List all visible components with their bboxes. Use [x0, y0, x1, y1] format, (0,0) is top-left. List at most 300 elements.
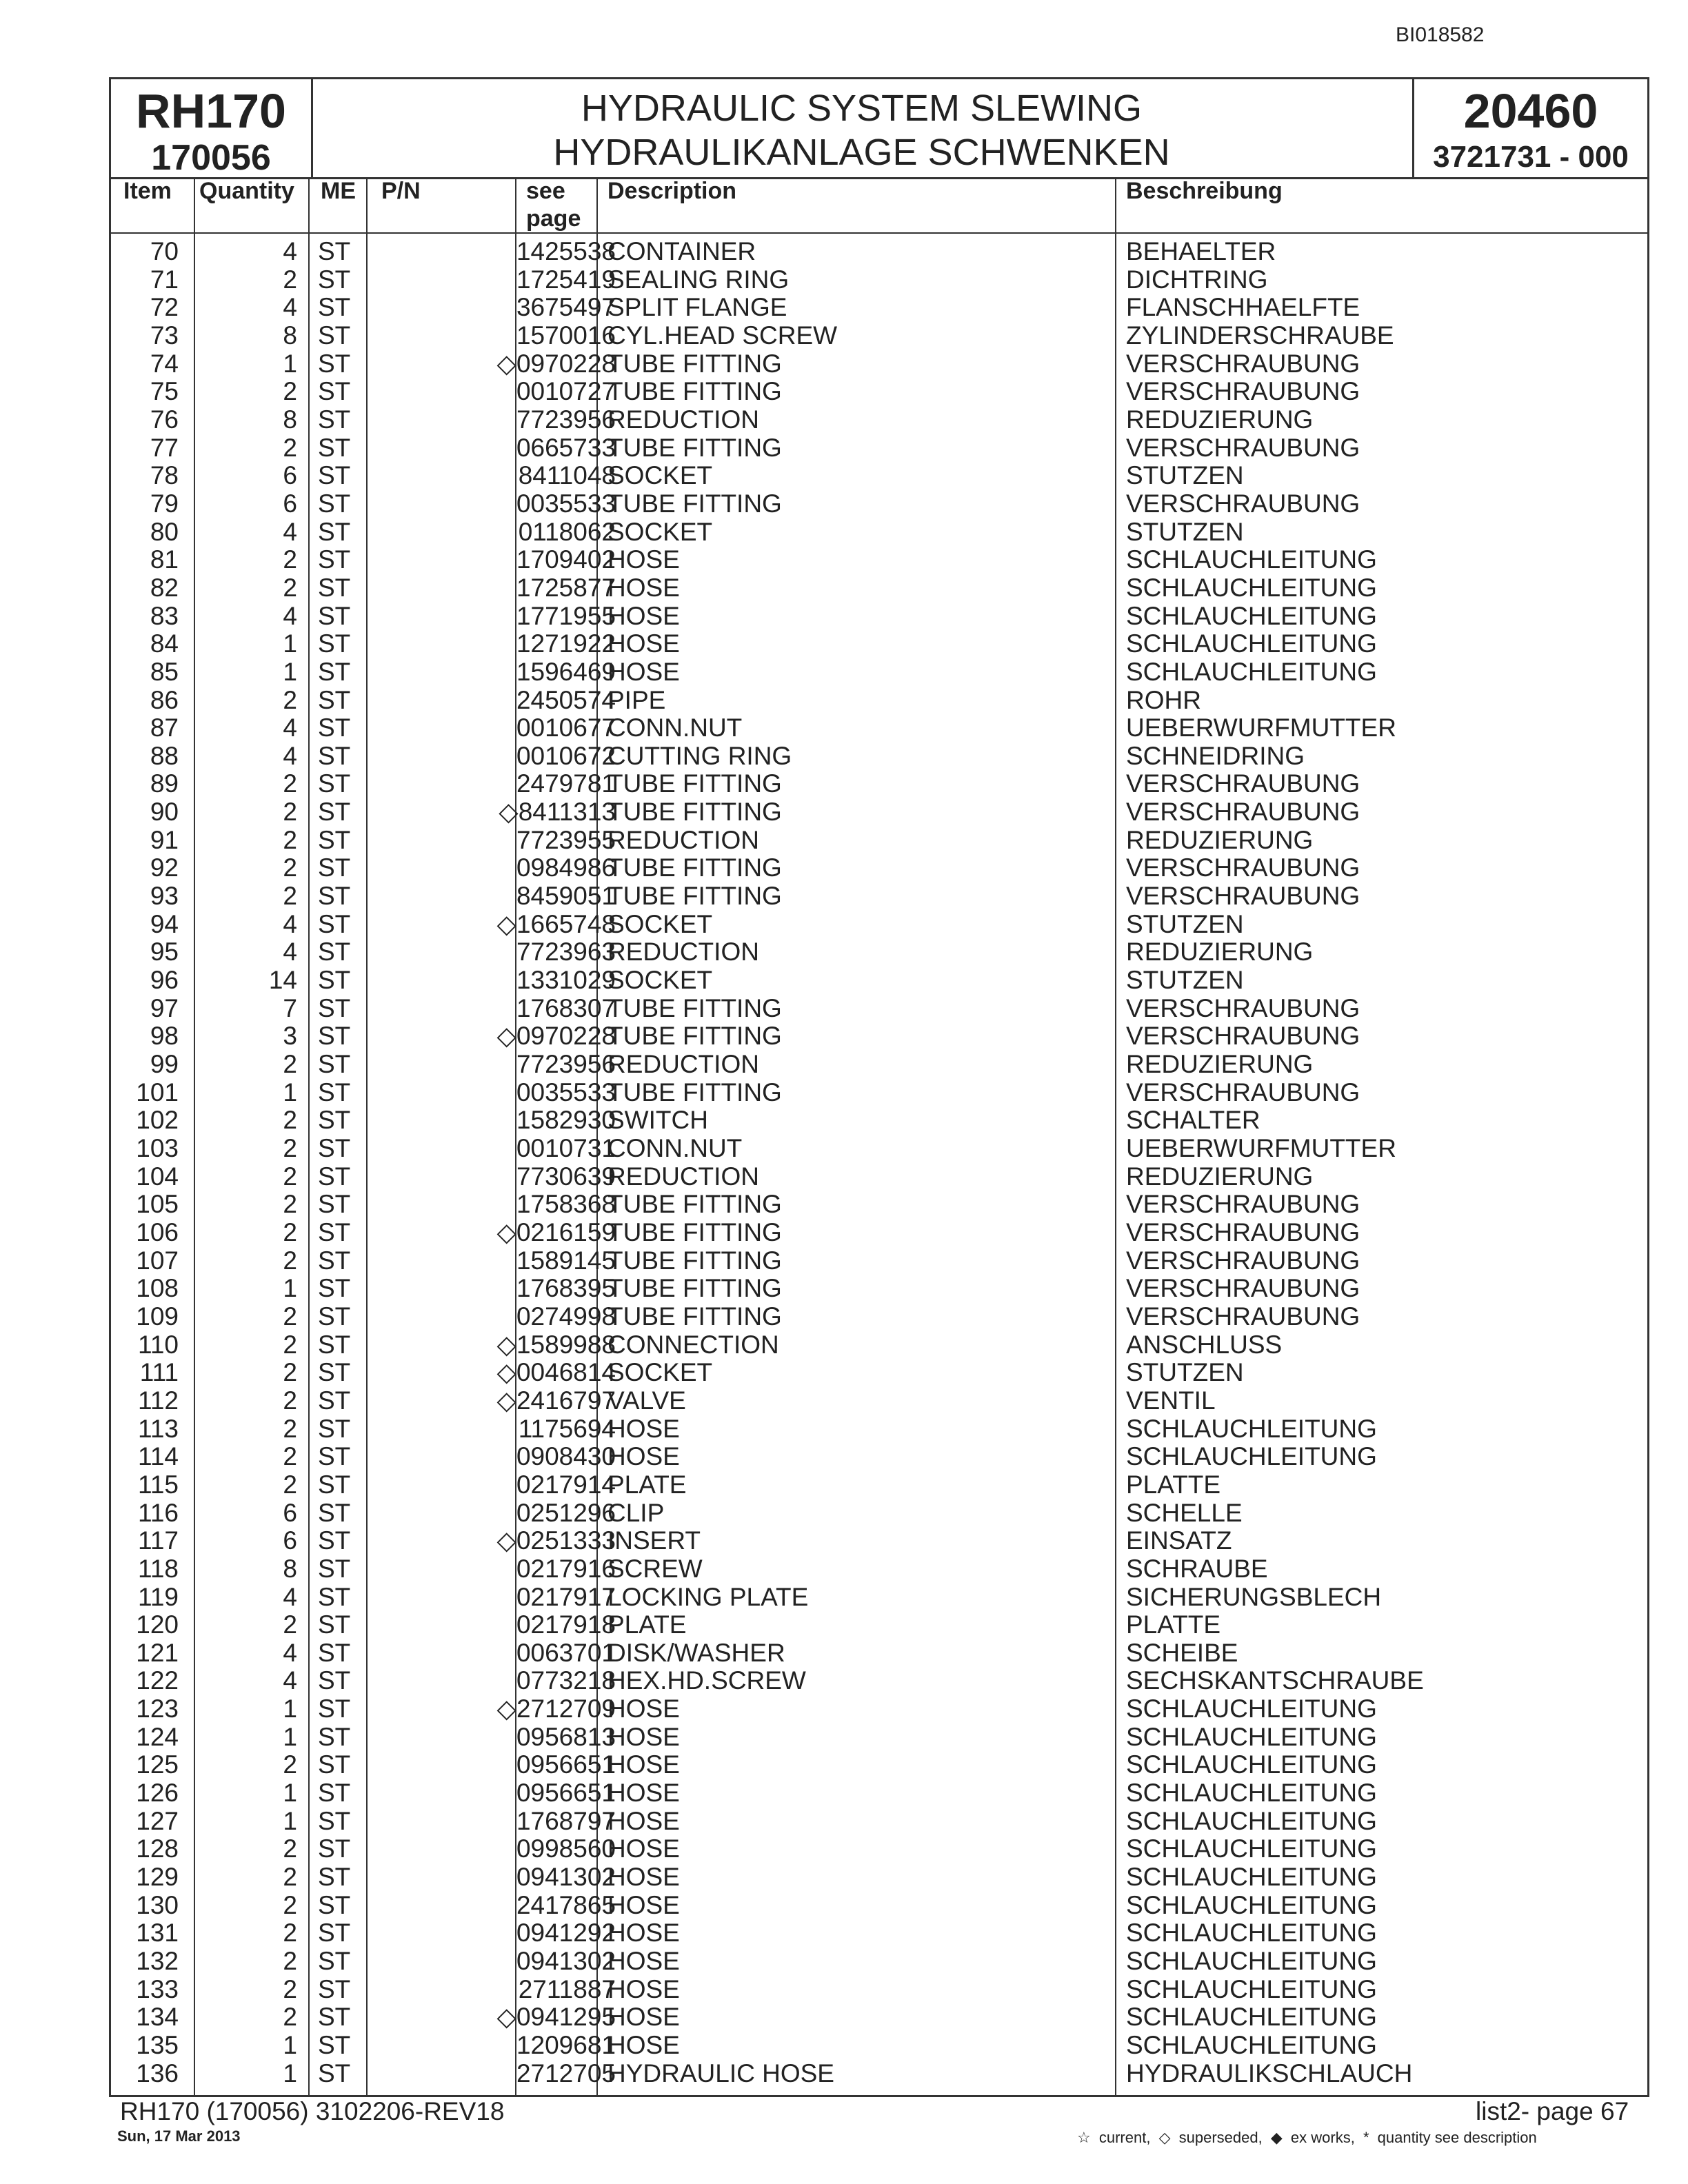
description-cell: CYL.HEAD SCREW — [607, 321, 838, 350]
part-number-cell: 0063701 — [516, 1638, 616, 1667]
description-cell: HYDRAULIC HOSE — [607, 2059, 834, 2087]
beschreibung-cell: VERSCHRAUBUNG — [1126, 993, 1360, 1022]
unit-cell: ST — [318, 1890, 351, 1919]
description-cell: PIPE — [607, 685, 666, 714]
description-cell: HOSE — [607, 1890, 680, 1919]
part-number-cell: 0998560 — [516, 1834, 616, 1863]
part-number-cell: 1425538 — [516, 237, 616, 265]
unit-cell: ST — [318, 1863, 351, 1892]
item-cell: 90 — [150, 798, 179, 827]
description-cell: SOCKET — [607, 1358, 713, 1387]
quantity-cell: 4 — [283, 601, 297, 630]
quantity-cell: 1 — [283, 2031, 297, 2059]
quantity-cell: 4 — [283, 237, 297, 265]
beschreibung-cell: FLANSCHHAELFTE — [1126, 293, 1360, 322]
beschreibung-cell: STUTZEN — [1126, 966, 1244, 995]
item-cell: 131 — [136, 1919, 179, 1948]
part-number-cell: 0908430 — [516, 1442, 616, 1471]
quantity-cell: 4 — [283, 1582, 297, 1611]
quantity-cell: 8 — [283, 405, 297, 434]
unit-cell: ST — [318, 1806, 351, 1835]
part-number-cell: 1582930 — [516, 1106, 616, 1135]
item-cell: 121 — [136, 1638, 179, 1667]
quantity-cell: 2 — [283, 1246, 297, 1275]
description-cell: SWITCH — [607, 1106, 708, 1135]
quantity-cell: 2 — [283, 1442, 297, 1471]
description-cell: HEX.HD.SCREW — [607, 1666, 806, 1695]
part-number-cell: 0010672 — [516, 741, 616, 770]
print-date: Sun, 17 Mar 2013 — [117, 2127, 241, 2145]
item-cell: 73 — [150, 321, 179, 350]
quantity-cell: 3 — [283, 1022, 297, 1051]
serial-number: 170056 — [151, 138, 271, 178]
part-number-cell: 0010731 — [516, 1134, 616, 1162]
item-cell: 124 — [136, 1722, 179, 1751]
table-row — [111, 1723, 1647, 1752]
description-cell: SOCKET — [607, 461, 713, 490]
quantity-cell: 1 — [283, 1806, 297, 1835]
table-row — [111, 687, 1647, 715]
beschreibung-cell: ANSCHLUSS — [1126, 1330, 1283, 1359]
part-number-cell: 0274998 — [516, 1302, 616, 1331]
quantity-cell: 2 — [283, 1330, 297, 1359]
column-header-description: Description — [607, 178, 737, 204]
table-row — [111, 238, 1647, 266]
beschreibung-cell: VERSCHRAUBUNG — [1126, 1217, 1360, 1246]
beschreibung-cell: VERSCHRAUBUNG — [1126, 1022, 1360, 1051]
unit-cell: ST — [318, 321, 351, 350]
part-number-cell: ◇2416797 — [496, 1386, 616, 1415]
part-number-cell: 1589145 — [516, 1246, 616, 1275]
beschreibung-cell: SCHRAUBE — [1126, 1554, 1268, 1583]
description-cell: REDUCTION — [607, 1050, 759, 1079]
beschreibung-cell: BEHAELTER — [1126, 237, 1276, 265]
table-row — [111, 1219, 1647, 1247]
table-row — [111, 1135, 1647, 1163]
header-separator — [111, 232, 1647, 234]
table-row — [111, 658, 1647, 687]
item-cell: 78 — [150, 461, 179, 490]
unit-cell: ST — [318, 1498, 351, 1527]
part-number-cell: ◇0970228 — [496, 349, 616, 378]
item-cell: 88 — [150, 741, 179, 770]
item-cell: 111 — [139, 1358, 179, 1387]
beschreibung-cell: SCHELLE — [1126, 1498, 1243, 1527]
part-number-cell: ◇2712709 — [496, 1695, 616, 1723]
description-cell: TUBE FITTING — [607, 489, 782, 518]
quantity-cell: 2 — [283, 1863, 297, 1892]
beschreibung-cell: VERSCHRAUBUNG — [1126, 798, 1360, 827]
item-cell: 113 — [138, 1414, 179, 1443]
unit-cell: ST — [318, 265, 351, 294]
unit-cell: ST — [318, 1078, 351, 1106]
quantity-cell: 6 — [283, 1498, 297, 1527]
description-cell: SOCKET — [607, 909, 713, 938]
part-number-cell: 0010727 — [516, 377, 616, 406]
unit-cell: ST — [318, 349, 351, 378]
table-row — [111, 1779, 1647, 1808]
description-cell: SPLIT FLANGE — [607, 293, 787, 322]
part-number-cell: 1771955 — [516, 601, 616, 630]
quantity-cell: 2 — [283, 1050, 297, 1079]
legend-ex-works: ex works, — [1290, 2129, 1355, 2146]
unit-cell: ST — [318, 1974, 351, 2003]
unit-cell: ST — [318, 1610, 351, 1639]
part-number-cell: 0251296 — [516, 1498, 616, 1527]
unit-cell: ST — [318, 1834, 351, 1863]
item-cell: 94 — [150, 909, 179, 938]
beschreibung-cell: STUTZEN — [1126, 909, 1244, 938]
description-cell: CONN.NUT — [607, 1134, 743, 1162]
item-cell: 119 — [138, 1582, 179, 1611]
quantity-cell: 4 — [283, 1638, 297, 1667]
unit-cell: ST — [318, 1022, 351, 1051]
beschreibung-cell: SCHLAUCHLEITUNG — [1126, 1947, 1377, 1976]
unit-cell: ST — [318, 1302, 351, 1331]
beschreibung-cell: SECHSKANTSCHRAUBE — [1126, 1666, 1424, 1695]
table-row — [111, 1387, 1647, 1415]
item-cell: 85 — [150, 657, 179, 686]
unit-cell: ST — [318, 909, 351, 938]
item-cell: 134 — [136, 2003, 179, 2032]
part-number-cell: 1768797 — [516, 1806, 616, 1835]
beschreibung-cell: SCHLAUCHLEITUNG — [1126, 2003, 1377, 2032]
description-cell: TUBE FITTING — [607, 377, 782, 406]
quantity-cell: 1 — [283, 349, 297, 378]
item-cell: 71 — [150, 265, 179, 294]
beschreibung-cell: VERSCHRAUBUNG — [1126, 1302, 1360, 1331]
table-row — [111, 911, 1647, 939]
item-cell: 117 — [138, 1526, 179, 1555]
quantity-cell: 2 — [283, 1162, 297, 1191]
part-number-cell: 2711887 — [518, 1974, 616, 2003]
beschreibung-cell: SCHNEIDRING — [1126, 741, 1305, 770]
see-page-line2: page — [526, 205, 581, 232]
description-cell: TUBE FITTING — [607, 1217, 782, 1246]
quantity-cell: 2 — [283, 882, 297, 911]
beschreibung-cell: SCHLAUCHLEITUNG — [1126, 1414, 1377, 1443]
quantity-cell: 4 — [283, 741, 297, 770]
table-row — [111, 378, 1647, 406]
beschreibung-cell: VERSCHRAUBUNG — [1126, 1078, 1360, 1106]
table-row — [111, 1611, 1647, 1639]
quantity-cell: 1 — [283, 2059, 297, 2087]
item-cell: 70 — [150, 237, 179, 265]
table-row — [111, 1415, 1647, 1444]
beschreibung-cell: ROHR — [1126, 685, 1201, 714]
item-cell: 114 — [138, 1442, 179, 1471]
beschreibung-cell: SCHLAUCHLEITUNG — [1126, 1750, 1377, 1779]
beschreibung-cell: SCHLAUCHLEITUNG — [1126, 1442, 1377, 1471]
unit-cell: ST — [318, 461, 351, 490]
quantity-cell: 2 — [283, 1947, 297, 1976]
part-number-cell: 0984986 — [516, 853, 616, 882]
table-row — [111, 1948, 1647, 1976]
unit-cell: ST — [318, 1666, 351, 1695]
document-reference: RH170 (170056) 3102206-REV18 — [120, 2097, 505, 2125]
part-number-cell: ◇8411313 — [499, 798, 616, 827]
item-cell: 102 — [136, 1106, 179, 1135]
item-cell: 127 — [136, 1806, 179, 1835]
table-row — [111, 1499, 1647, 1528]
table-row — [111, 938, 1647, 967]
part-number-cell: 8459051 — [516, 882, 616, 911]
unit-cell: ST — [318, 1386, 351, 1415]
part-number-cell: 0665733 — [516, 433, 616, 462]
item-cell: 97 — [150, 993, 179, 1022]
quantity-cell: 2 — [283, 1414, 297, 1443]
model-block — [111, 79, 313, 177]
beschreibung-cell: VERSCHRAUBUNG — [1126, 1246, 1360, 1275]
table-row — [111, 2003, 1647, 2032]
item-cell: 77 — [150, 433, 179, 462]
beschreibung-cell: STUTZEN — [1126, 461, 1244, 490]
table-row — [111, 1303, 1647, 1331]
table-row — [111, 603, 1647, 631]
item-cell: 99 — [150, 1050, 179, 1079]
beschreibung-cell: UEBERWURFMUTTER — [1126, 714, 1396, 742]
beschreibung-cell: VERSCHRAUBUNG — [1126, 377, 1360, 406]
unit-cell: ST — [318, 2059, 351, 2087]
description-cell: REDUCTION — [607, 825, 759, 854]
quantity-cell: 2 — [283, 1470, 297, 1499]
description-cell: HOSE — [607, 2003, 680, 2032]
unit-cell: ST — [318, 1582, 351, 1611]
description-cell: SCREW — [607, 1554, 703, 1583]
description-cell: CONNECTION — [607, 1330, 779, 1359]
quantity-cell: 2 — [283, 1974, 297, 2003]
description-cell: TUBE FITTING — [607, 1246, 782, 1275]
unit-cell: ST — [318, 714, 351, 742]
description-cell: PLATE — [607, 1610, 687, 1639]
table-row — [111, 1555, 1647, 1584]
description-cell: HOSE — [607, 1779, 680, 1808]
part-number-cell: 1758368 — [516, 1190, 616, 1219]
table-row — [111, 1359, 1647, 1387]
unit-cell: ST — [318, 2003, 351, 2032]
unit-cell: ST — [318, 237, 351, 265]
unit-cell: ST — [318, 573, 351, 602]
quantity-cell: 6 — [283, 1526, 297, 1555]
description-cell: TUBE FITTING — [607, 853, 782, 882]
description-cell: TUBE FITTING — [607, 993, 782, 1022]
item-cell: 136 — [136, 2059, 179, 2087]
beschreibung-cell: PLATTE — [1126, 1610, 1221, 1639]
description-cell: HOSE — [607, 1442, 680, 1471]
unit-cell: ST — [318, 1779, 351, 1808]
table-row — [111, 630, 1647, 658]
part-number-cell: 0217916 — [516, 1554, 616, 1583]
description-cell: TUBE FITTING — [607, 798, 782, 827]
beschreibung-cell: ZYLINDERSCHRAUBE — [1126, 321, 1394, 350]
unit-cell: ST — [318, 1526, 351, 1555]
description-cell: TUBE FITTING — [607, 1302, 782, 1331]
beschreibung-cell: SCHLAUCHLEITUNG — [1126, 545, 1377, 574]
unit-cell: ST — [318, 377, 351, 406]
description-cell: HOSE — [607, 1863, 680, 1892]
quantity-cell: 2 — [283, 685, 297, 714]
table-row — [111, 827, 1647, 855]
unit-cell: ST — [318, 853, 351, 882]
description-cell: TUBE FITTING — [607, 1022, 782, 1051]
quantity-cell: 2 — [283, 1358, 297, 1387]
beschreibung-cell: SCHEIBE — [1126, 1638, 1238, 1667]
beschreibung-cell: SCHLAUCHLEITUNG — [1126, 601, 1377, 630]
beschreibung-cell: VENTIL — [1126, 1386, 1216, 1415]
unit-cell: ST — [318, 1050, 351, 1079]
quantity-cell: 4 — [283, 938, 297, 967]
unit-cell: ST — [318, 293, 351, 322]
unit-cell: ST — [318, 1106, 351, 1135]
beschreibung-cell: DICHTRING — [1126, 265, 1268, 294]
unit-cell: ST — [318, 1470, 351, 1499]
table-row — [111, 434, 1647, 463]
page-number: list2- page 67 — [1476, 2097, 1629, 2125]
table-row — [111, 1808, 1647, 1836]
part-number-cell: 3675497 — [516, 293, 616, 322]
quantity-cell: 2 — [283, 1890, 297, 1919]
unit-cell: ST — [318, 1358, 351, 1387]
unit-cell: ST — [318, 769, 351, 798]
part-number-cell: 0035533 — [516, 489, 616, 518]
parts-table-body — [111, 238, 1647, 2087]
item-cell: 95 — [150, 938, 179, 967]
table-row — [111, 1835, 1647, 1863]
part-number-cell: 2417865 — [516, 1890, 616, 1919]
table-row — [111, 1079, 1647, 1107]
description-cell: HOSE — [607, 1695, 680, 1723]
part-number-cell: 0956651 — [516, 1779, 616, 1808]
item-cell: 72 — [150, 293, 179, 322]
quantity-cell: 6 — [283, 461, 297, 490]
description-cell: CLIP — [607, 1498, 665, 1527]
beschreibung-cell: PLATTE — [1126, 1470, 1221, 1499]
description-cell: HOSE — [607, 629, 680, 658]
quantity-cell: 2 — [283, 825, 297, 854]
quantity-cell: 4 — [283, 1666, 297, 1695]
table-row — [111, 1443, 1647, 1471]
item-cell: 126 — [136, 1779, 179, 1808]
part-number-cell: ◇0251333 — [496, 1526, 616, 1555]
table-row — [111, 1163, 1647, 1191]
description-cell: REDUCTION — [607, 938, 759, 967]
table-row — [111, 2060, 1647, 2088]
legend-current: current, — [1098, 2129, 1151, 2146]
part-number-cell: 1570016 — [516, 321, 616, 350]
part-number-cell: 7723956 — [516, 1050, 616, 1079]
unit-cell: ST — [318, 489, 351, 518]
table-row — [111, 294, 1647, 322]
part-number-cell: 1709402 — [516, 545, 616, 574]
beschreibung-cell: REDUZIERUNG — [1126, 405, 1314, 434]
quantity-cell: 2 — [283, 545, 297, 574]
quantity-cell: 2 — [283, 2003, 297, 2032]
table-row — [111, 882, 1647, 911]
beschreibung-cell: STUTZEN — [1126, 517, 1244, 546]
table-row — [111, 1919, 1647, 1948]
part-number-cell: 0941302 — [516, 1947, 616, 1976]
table-row — [111, 742, 1647, 771]
description-cell: HOSE — [607, 657, 680, 686]
unit-cell: ST — [318, 993, 351, 1022]
column-header-beschreibung: Beschreibung — [1126, 178, 1283, 204]
quantity-cell: 14 — [268, 966, 297, 995]
unit-cell: ST — [318, 1162, 351, 1191]
item-cell: 133 — [136, 1974, 179, 2003]
description-cell: CONN.NUT — [607, 714, 743, 742]
part-number-cell: ◇0046814 — [496, 1358, 616, 1387]
beschreibung-cell: SCHLAUCHLEITUNG — [1126, 1779, 1377, 1808]
beschreibung-cell: SICHERUNGSBLECH — [1126, 1582, 1382, 1611]
beschreibung-cell: VERSCHRAUBUNG — [1126, 489, 1360, 518]
description-cell: SOCKET — [607, 517, 713, 546]
beschreibung-cell: VERSCHRAUBUNG — [1126, 769, 1360, 798]
table-row — [111, 490, 1647, 518]
table-row — [111, 1331, 1647, 1359]
column-header-item: Item — [123, 178, 172, 204]
beschreibung-cell: VERSCHRAUBUNG — [1126, 433, 1360, 462]
part-number-cell: 1596469 — [516, 657, 616, 686]
part-number-cell: 1271922 — [516, 629, 616, 658]
description-cell: CUTTING RING — [607, 741, 792, 770]
part-number-cell: 7730639 — [516, 1162, 616, 1191]
legend — [1077, 2129, 1541, 2147]
unit-cell: ST — [318, 1190, 351, 1219]
unit-cell: ST — [318, 1722, 351, 1751]
item-cell: 112 — [138, 1386, 179, 1415]
legend-quantity-mark: * — [1363, 2129, 1369, 2146]
unit-cell: ST — [318, 1134, 351, 1162]
item-cell: 83 — [150, 601, 179, 630]
unit-cell: ST — [318, 1246, 351, 1275]
description-cell: HOSE — [607, 1947, 680, 1976]
description-cell: HOSE — [607, 1722, 680, 1751]
title-german: HYDRAULIKANLAGE SCHWENKEN — [553, 132, 1170, 173]
table-row — [111, 1892, 1647, 1920]
part-number-cell: 0035533 — [516, 1078, 616, 1106]
part-number-cell: 1331029 — [516, 966, 616, 995]
beschreibung-cell: SCHLAUCHLEITUNG — [1126, 657, 1377, 686]
quantity-cell: 2 — [283, 1610, 297, 1639]
diamond-outline-icon: ◇ — [1158, 2129, 1171, 2146]
item-cell: 84 — [150, 629, 179, 658]
item-cell: 93 — [150, 882, 179, 911]
quantity-cell: 2 — [283, 265, 297, 294]
item-cell: 106 — [136, 1217, 179, 1246]
unit-cell: ST — [318, 938, 351, 967]
unit-cell: ST — [318, 433, 351, 462]
column-header-pn: P/N — [381, 178, 421, 204]
quantity-cell: 4 — [283, 517, 297, 546]
description-cell: TUBE FITTING — [607, 1190, 782, 1219]
beschreibung-cell: SCHLAUCHLEITUNG — [1126, 1722, 1377, 1751]
item-cell: 109 — [136, 1302, 179, 1331]
quantity-cell: 2 — [283, 573, 297, 602]
description-cell: HOSE — [607, 2031, 680, 2059]
title-english: HYDRAULIC SYSTEM SLEWING — [581, 88, 1143, 129]
description-cell: SOCKET — [607, 966, 713, 995]
quantity-cell: 2 — [283, 1190, 297, 1219]
table-row — [111, 854, 1647, 882]
part-reference: 3721731 - 000 — [1433, 140, 1629, 174]
quantity-cell: 1 — [283, 1695, 297, 1723]
item-cell: 75 — [150, 377, 179, 406]
item-cell: 130 — [136, 1890, 179, 1919]
part-number-cell: 1768307 — [516, 993, 616, 1022]
part-number-cell: 0956651 — [516, 1750, 616, 1779]
table-row — [111, 1022, 1647, 1051]
description-cell: SEALING RING — [607, 265, 790, 294]
